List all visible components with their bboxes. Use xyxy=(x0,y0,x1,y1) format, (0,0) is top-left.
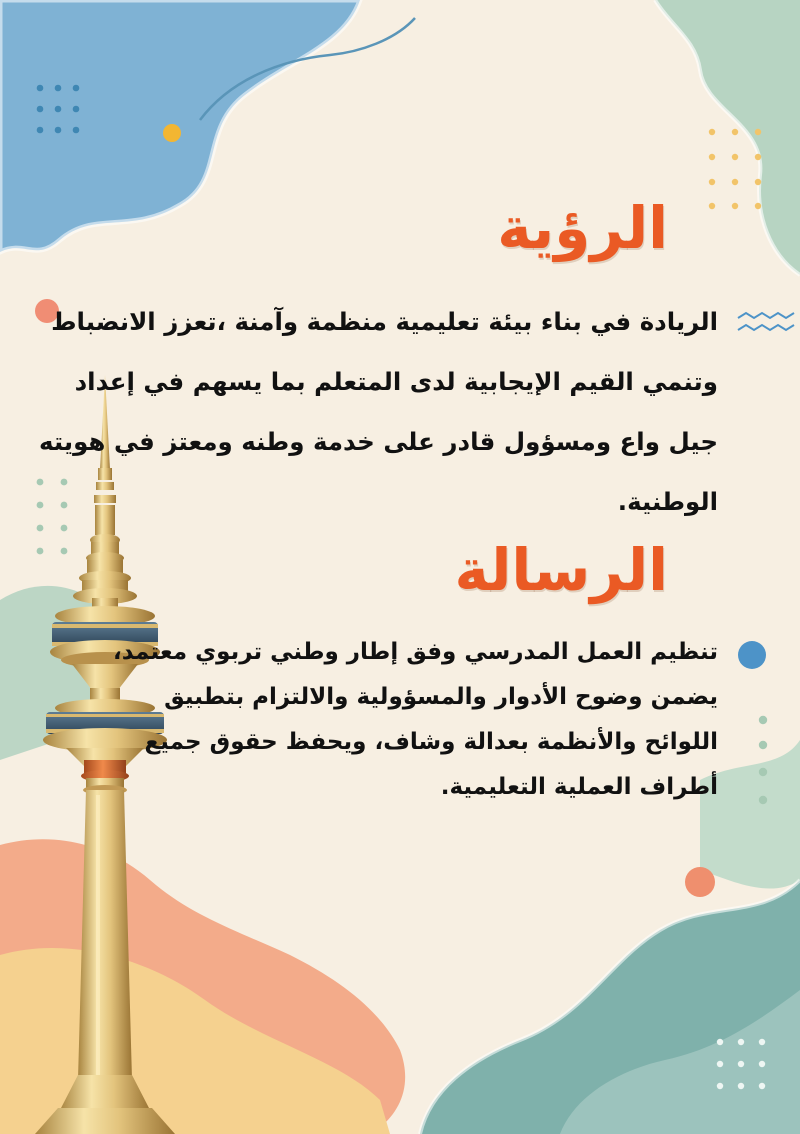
mission-line: أطراف العملية التعليمية. xyxy=(440,774,718,800)
mission-heading: الرسالة xyxy=(454,536,668,604)
vision-line: جيل واع ومسؤول قادر على خدمة وطنه ومعتز في هويته xyxy=(39,427,718,456)
mission-line: اللوائح والأنظمة بعدالة وشاف، ويحفظ حقوق جميع xyxy=(144,729,718,755)
vision-paragraph xyxy=(39,292,718,532)
vision-heading: الرؤية xyxy=(497,194,668,262)
vision-line: وتنمي القيم الإيجابية لدى المتعلم بما يسهم في إعداد xyxy=(74,367,718,396)
mission-paragraph xyxy=(113,630,718,810)
vision-line: الوطنية. xyxy=(617,487,718,516)
mission-line: تنظيم العمل المدرسي وفق إطار وطني تربوي معتمد، xyxy=(113,639,718,665)
vision-line: الريادة في بناء بيئة تعليمية منظمة وآمنة ،تعزز الانضباط xyxy=(51,307,718,336)
mission-line: يضمن وضوح الأدوار والمسؤولية والالتزام بتطبيق xyxy=(164,684,718,710)
green-wave-top-right xyxy=(655,0,800,275)
blue-wave-top-left xyxy=(0,0,360,252)
